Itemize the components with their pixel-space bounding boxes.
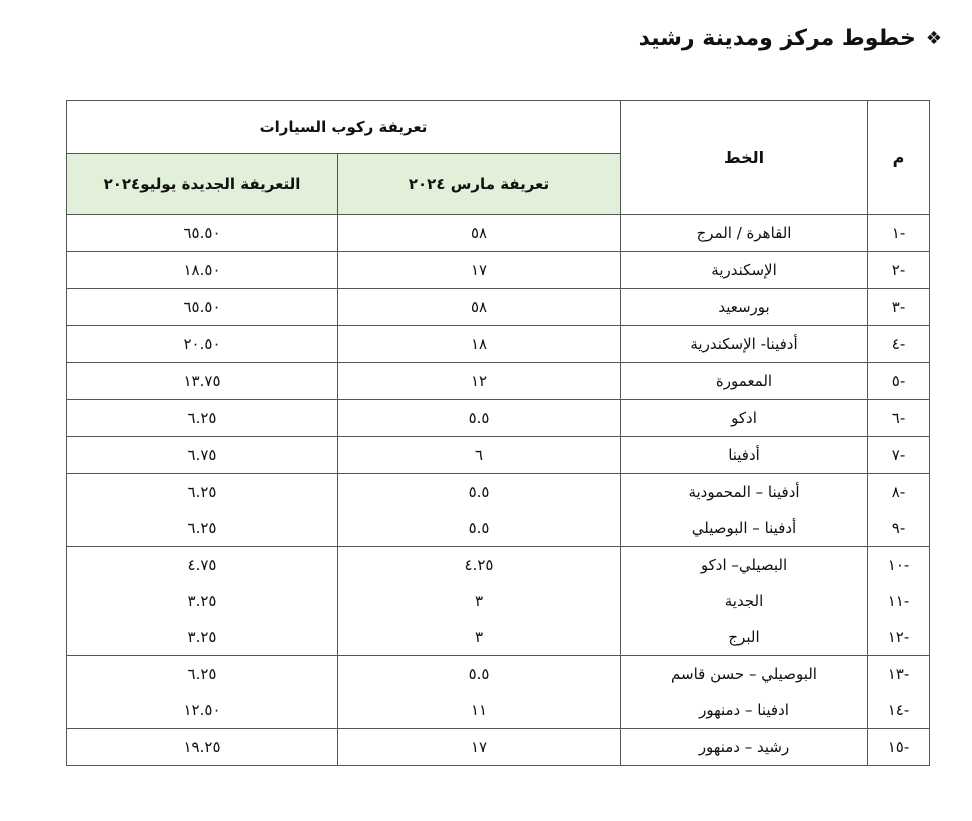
row-march-fare: ٥.٥: [338, 400, 621, 437]
row-number: -٧: [868, 437, 930, 474]
header-fare-group: تعريفة ركوب السيارات: [67, 101, 621, 154]
row-march-fare: ١١: [338, 692, 621, 729]
row-number: -٢: [868, 252, 930, 289]
table-row: [67, 437, 930, 474]
row-new-fare: ١٢.٥٠: [67, 692, 338, 729]
row-line: ادكو: [621, 400, 868, 437]
row-new-fare: ١٩.٢٥: [67, 729, 338, 766]
table-row: [67, 326, 930, 363]
row-march-fare: ١٧: [338, 252, 621, 289]
row-new-fare: ٦.٢٥: [67, 656, 338, 693]
row-march-fare: ٦: [338, 437, 621, 474]
row-number: -٩: [868, 510, 930, 547]
row-march-fare: ٣: [338, 583, 621, 619]
row-march-fare: ١٧: [338, 729, 621, 766]
table-row: [67, 692, 930, 729]
diamond-bullet-icon: ❖: [925, 28, 942, 49]
table-row: [67, 363, 930, 400]
row-march-fare: ٥.٥: [338, 656, 621, 693]
table-row: [67, 510, 930, 547]
row-march-fare: ١٢: [338, 363, 621, 400]
header-march-fare: تعريفة مارس ٢٠٢٤: [338, 154, 621, 215]
row-number: -٥: [868, 363, 930, 400]
fares-table: [66, 100, 930, 766]
row-new-fare: ٦٥.٥٠: [67, 289, 338, 326]
row-march-fare: ٥٨: [338, 289, 621, 326]
table-row: [67, 729, 930, 766]
row-number: -١٤: [868, 692, 930, 729]
row-number: -٦: [868, 400, 930, 437]
table-row: [67, 619, 930, 656]
row-new-fare: ٦.٢٥: [67, 474, 338, 511]
table-row: [67, 252, 930, 289]
page-title-text: خطوط مركز ومدينة رشيد: [638, 26, 916, 51]
row-new-fare: ٦.٢٥: [67, 510, 338, 547]
row-line: ادفينا – دمنهور: [621, 692, 868, 729]
row-number: -٣: [868, 289, 930, 326]
row-number: -١٢: [868, 619, 930, 656]
row-line: بورسعيد: [621, 289, 868, 326]
row-march-fare: ٥٨: [338, 215, 621, 252]
row-new-fare: ٦.٧٥: [67, 437, 338, 474]
row-new-fare: ٢٠.٥٠: [67, 326, 338, 363]
row-number: -٤: [868, 326, 930, 363]
row-line: الجدية: [621, 583, 868, 619]
row-line: أدفينا- الإسكندرية: [621, 326, 868, 363]
row-new-fare: ٤.٧٥: [67, 547, 338, 584]
row-march-fare: ٥.٥: [338, 510, 621, 547]
row-line: الإسكندرية: [621, 252, 868, 289]
row-number: -١٠: [868, 547, 930, 584]
row-line: البوصيلي – حسن قاسم: [621, 656, 868, 693]
row-number: -١: [868, 215, 930, 252]
row-march-fare: ١٨: [338, 326, 621, 363]
row-number: -١١: [868, 583, 930, 619]
row-march-fare: ٣: [338, 619, 621, 656]
table-row: [67, 474, 930, 511]
table-row: [67, 289, 930, 326]
page-title: [639, 26, 942, 51]
row-new-fare: ١٨.٥٠: [67, 252, 338, 289]
row-line: أدفينا – البوصيلي: [621, 510, 868, 547]
row-march-fare: ٤.٢٥: [338, 547, 621, 584]
row-line: القاهرة / المرج: [621, 215, 868, 252]
row-line: أدفينا – المحمودية: [621, 474, 868, 511]
row-march-fare: ٥.٥: [338, 474, 621, 511]
table-row: [67, 215, 930, 252]
row-new-fare: ٦٥.٥٠: [67, 215, 338, 252]
header-line: الخط: [621, 101, 868, 215]
row-number: -١٥: [868, 729, 930, 766]
row-line: البصيلي– ادكو: [621, 547, 868, 584]
row-new-fare: ٦.٢٥: [67, 400, 338, 437]
row-line: البرج: [621, 619, 868, 656]
table-row: [67, 583, 930, 619]
table-row: [67, 400, 930, 437]
table-row: [67, 656, 930, 693]
row-new-fare: ١٣.٧٥: [67, 363, 338, 400]
row-new-fare: ٣.٢٥: [67, 619, 338, 656]
row-number: -٨: [868, 474, 930, 511]
row-line: المعمورة: [621, 363, 868, 400]
row-line: رشيد – دمنهور: [621, 729, 868, 766]
row-line: أدفينا: [621, 437, 868, 474]
row-new-fare: ٣.٢٥: [67, 583, 338, 619]
row-number: -١٣: [868, 656, 930, 693]
header-new-fare: التعريفة الجديدة يوليو٢٠٢٤: [67, 154, 338, 215]
table-row: [67, 547, 930, 584]
header-number: م: [868, 101, 930, 215]
